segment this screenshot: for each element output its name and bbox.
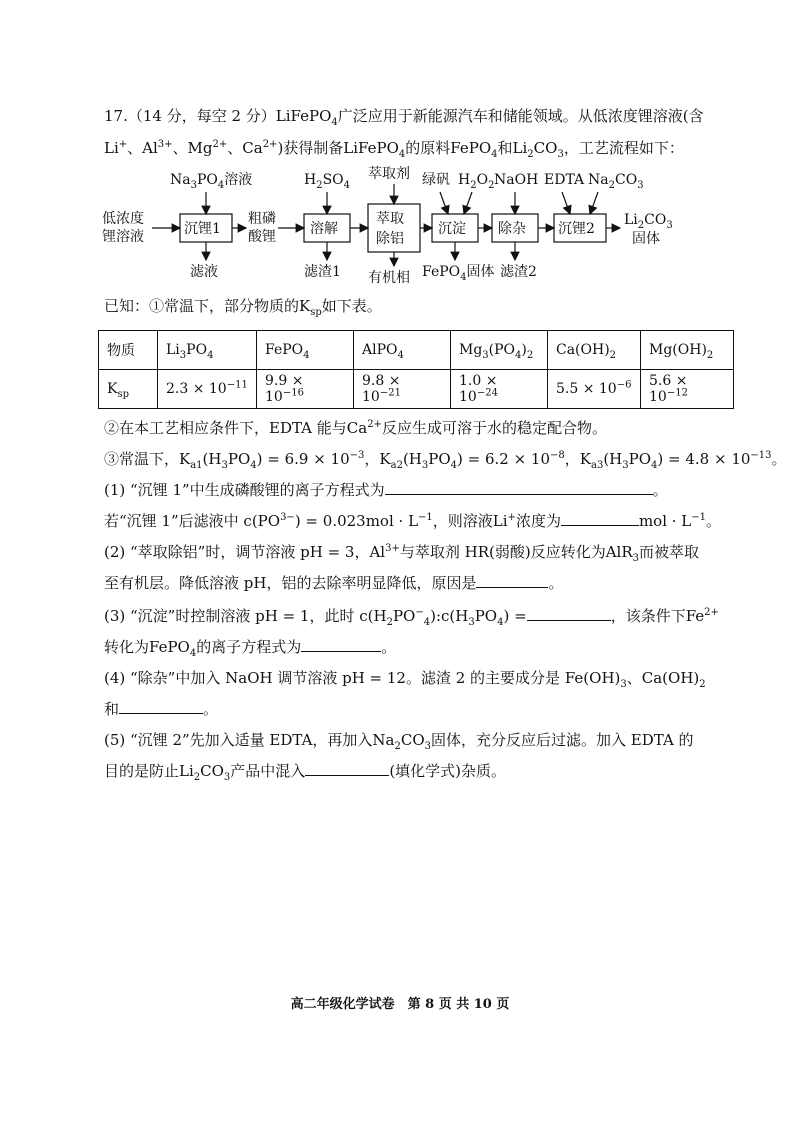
q3-line-1: (3) “沉淀”时控制溶液 pH = 1，此时 $c(H_2PO^-_4):c(H_3PO_4)$ = ，该条件下$Fe^{2+}$ (104, 607, 719, 628)
question-intro-line-1: 17.（14 分，每空 2 分）LiFePO$_4$广泛应用于新能源汽车和储能领域。从低浓度锂溶液(含 (104, 107, 704, 128)
ksp-header-caoh2: $Ca(OH)_2$ (548, 331, 641, 370)
flow-above-chendian-1: 绿矾 (422, 172, 450, 188)
ksp-header-label: 物质 (99, 331, 158, 370)
q2-answer-blank[interactable] (476, 573, 548, 588)
flow-mid-line1: 粗磷 (248, 211, 276, 227)
flow-mid-line2: 酸锂 (248, 229, 276, 245)
flow-start-line2: 锂溶液 (102, 229, 144, 245)
q2-line-1: (2) “萃取除铝”时，调节溶液 pH = 3，$Al^{3+}$与萃取剂 HR(弱酸)反应转化为AlR$_3$而被萃取 (104, 543, 700, 564)
flow-below-chenli1: 滤液 (190, 264, 218, 280)
q5-line-1: (5) “沉锂 2”先加入适量 EDTA，再加入$Na_2CO_3$固体，充分反应后过滤。加入 EDTA 的 (104, 731, 694, 752)
question-number: 17. (104, 107, 128, 125)
ksp-table (98, 330, 734, 409)
q5-line-2: 目的是防止$Li_2CO_3$产品中混入 (填化学式)杂质。 (104, 762, 507, 783)
flow-above-chenli1: $Na_3PO_4$溶液 (170, 172, 253, 191)
ksp-row-label: $K_{sp}$ (99, 370, 158, 409)
ksp-header-fepo4: FePO$_4$ (257, 331, 354, 370)
ksp-value-li3po4: $2.3 \times 10^{-11}$ (158, 370, 257, 409)
flow-box-cuiqu-line1: 萃取 (376, 211, 404, 227)
flow-box-rongjie-label: 溶解 (310, 221, 338, 237)
flow-above-chenli2-2: $Na_2CO_3$ (588, 172, 644, 191)
flow-box-chenli1-label: 沉锂1 (184, 221, 221, 237)
ksp-value-mgoh2: $5.6 \times 10^{-12}$ (641, 370, 734, 409)
ksp-value-caoh2: $5.5 \times 10^{-6}$ (548, 370, 641, 409)
flow-end-line1: $Li_2CO_3$ (624, 212, 673, 231)
ksp-value-fepo4: $9.9 \times 10^{-16}$ (257, 370, 354, 409)
flow-below-chendian: FePO$_4$固体 (422, 264, 495, 283)
ksp-value-alpo4: $9.8 \times 10^{-21}$ (354, 370, 451, 409)
process-flowchart (96, 164, 696, 290)
ksp-value-mg3po42: $1.0 \times 10^{-24}$ (451, 370, 548, 409)
flow-start-line1: 低浓度 (102, 211, 144, 227)
question-meta: （14 分，每空 2 分） (127, 107, 276, 125)
flow-box-cuiqu-line2: 除铝 (376, 231, 404, 247)
ksp-table-value-row (99, 370, 734, 409)
flow-above-chendian-2: $H_2O_2$ (458, 172, 495, 191)
flow-box-chenli2-label: 沉锂2 (558, 221, 595, 237)
q1-answer-blank-2[interactable] (561, 511, 639, 526)
flow-above-chuza: NaOH (494, 172, 539, 188)
q3-answer-blank-2[interactable] (301, 637, 381, 652)
known-label: 已知：①常温下，部分物质的$K_{sp}$如下表。 (104, 297, 382, 318)
q1-line-2: 若“沉锂 1”后滤液中 $c(PO^{3-}) = 0.023mol \cdot L^{-1}$，则溶液Li+浓度为 mol · $L^{-1}$。 (104, 512, 722, 530)
flow-above-cuiqu: 萃取剂 (368, 166, 410, 182)
q3-answer-blank-1[interactable] (527, 606, 611, 621)
flow-above-chenli2-1: EDTA (544, 172, 585, 188)
q4-line-1: (4) “除杂”中加入 NaOH 调节溶液 pH = 12。滤渣 2 的主要成分是 $Fe(OH)_3$、$Ca(OH)_2$ (104, 669, 706, 690)
ksp-header-mg3po42: $Mg_3(PO_4)_2$ (451, 331, 548, 370)
q4-answer-blank[interactable] (119, 699, 203, 714)
known-note-3: ③常温下，$K_{a1}(H_3PO_4) = 6.9 \times 10^{-3}$，$K_{a2}(H_3PO_4) = 6.2 \times 10^{-8}$，$K_{a3}(H_3PO_4) = 4.8 \times 10^{-13}$。 (104, 450, 787, 471)
flow-box-chendian-label: 沉淀 (438, 221, 466, 237)
flow-below-chuza: 滤渣2 (500, 264, 537, 280)
flow-end-line2: 固体 (632, 231, 660, 247)
ksp-header-li3po4: $Li_3PO_4$ (158, 331, 257, 370)
q2-line-2: 至有机层。降低溶液 pH，铝的去除率明显降低，原因是 。 (104, 574, 564, 592)
ksp-header-alpo4: AlPO$_4$ (354, 331, 451, 370)
flow-box-chuza-label: 除杂 (498, 221, 526, 237)
page-footer: 高二年级化学试卷 第 8 页 共 10 页 (290, 997, 510, 1012)
q3-line-2: 转化为FePO$_4$的离子方程式为 。 (104, 638, 397, 659)
question-intro-line-2: Li+、$Al^{3+}$、$Mg^{2+}$、$Ca^{2+}$)获得制备LiFePO$_4$的原料FePO$_4$和$Li_2CO_3$，工艺流程如下： (104, 139, 684, 160)
q1-line-1: (1) “沉锂 1”中生成磷酸锂的离子方程式为 。 (104, 481, 668, 499)
q4-line-2: 和 。 (104, 700, 219, 718)
ksp-table-header-row (99, 331, 734, 370)
q5-answer-blank[interactable] (305, 761, 389, 776)
ksp-header-mgoh2: $Mg(OH)_2$ (641, 331, 734, 370)
flow-above-rongjie: $H_2SO_4$ (304, 172, 351, 191)
known-note-2: ②在本工艺相应条件下，EDTA 能与$Ca^{2+}$反应生成可溶于水的稳定配合物。 (104, 419, 607, 437)
flow-below-rongjie: 滤渣1 (304, 264, 341, 280)
q1-answer-blank-1[interactable] (385, 480, 653, 495)
flow-below-cuiqu: 有机相 (368, 270, 410, 286)
